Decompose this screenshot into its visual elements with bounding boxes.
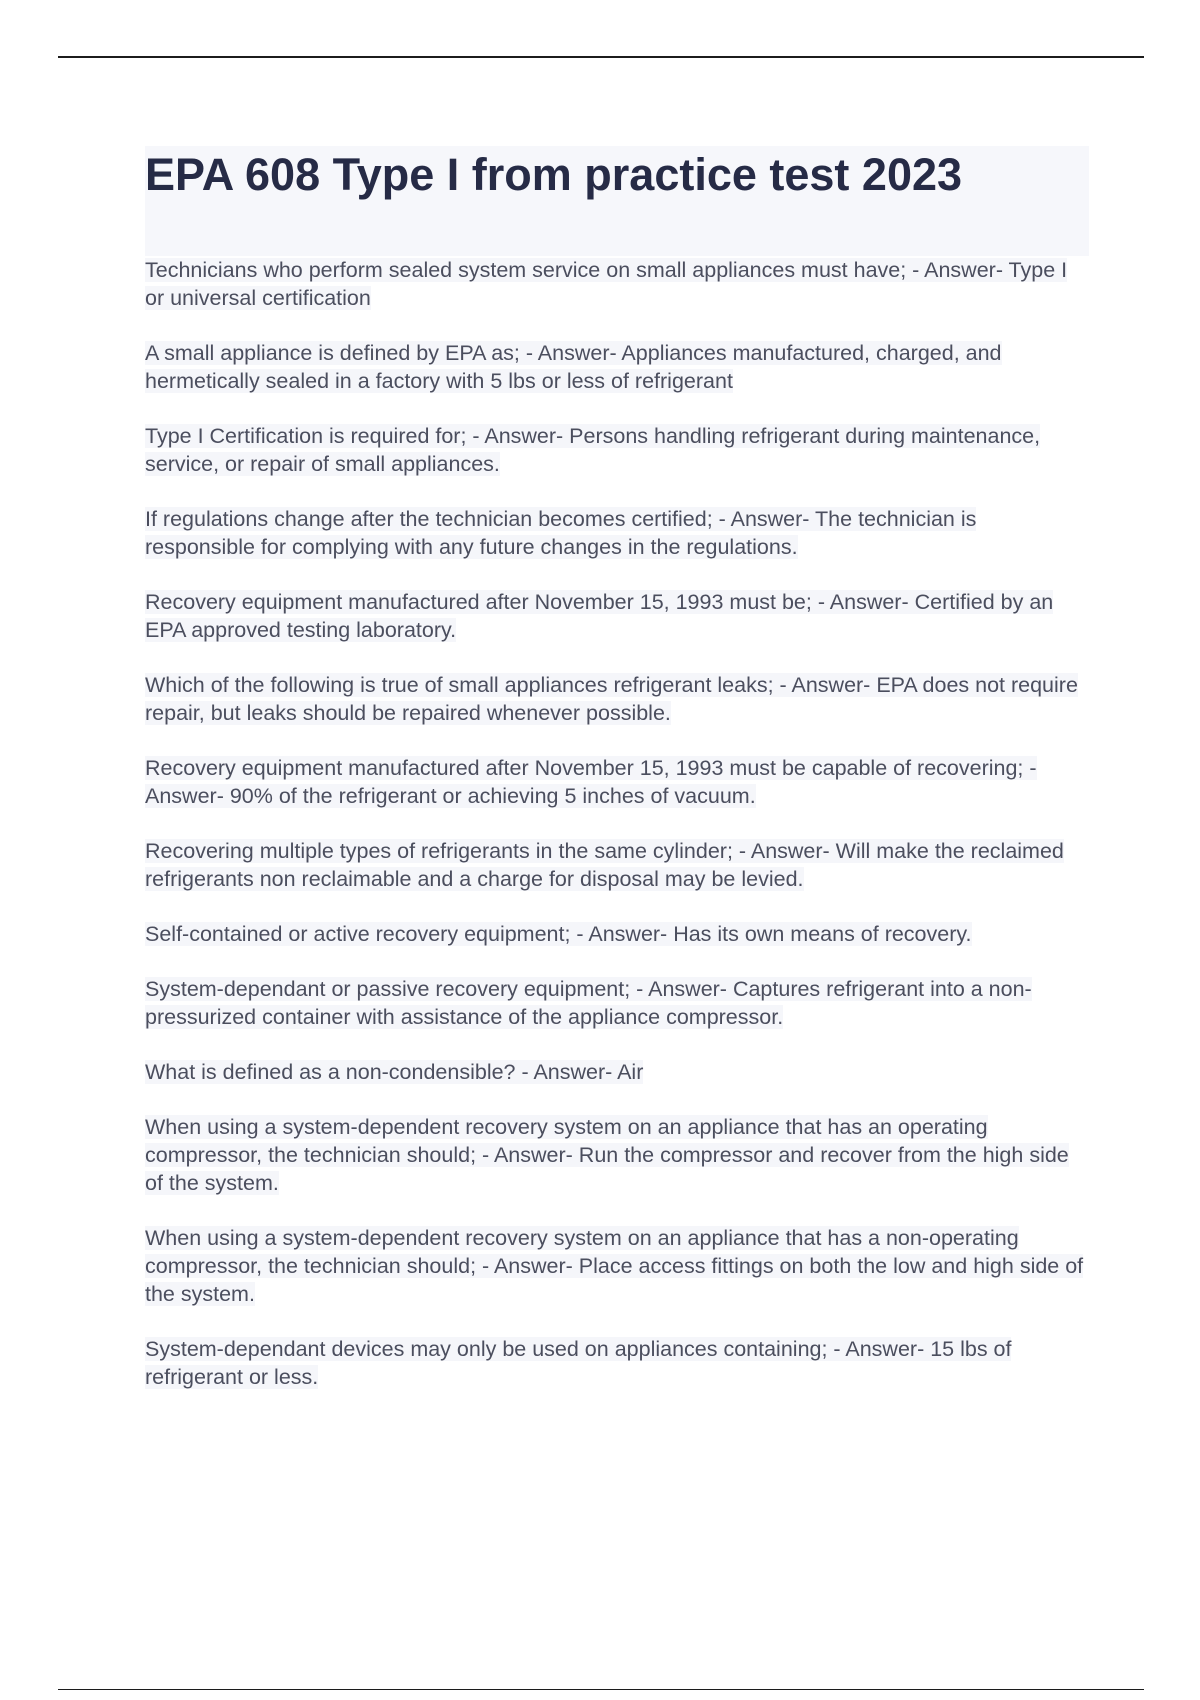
qa-item [145, 671, 1090, 727]
qa-item [145, 1224, 1090, 1308]
qa-item [145, 920, 1090, 948]
qa-item [145, 754, 1090, 810]
qa-text: Technicians who perform sealed system service on small appliances must have; - Answer- Type I or universal certification [145, 258, 1068, 310]
qa-text: Recovery equipment manufactured after November 15, 1993 must be capable of recovering; - Answer- 90% of the refrigerant or achieving 5 inches of vacuum. [145, 756, 1037, 808]
qa-item [145, 1058, 1090, 1086]
qa-text: Type I Certification is required for; - Answer- Persons handling refrigerant during maintenance, service, or repair of small appliances. [145, 424, 1041, 476]
qa-list [145, 256, 1090, 1418]
qa-item [145, 837, 1090, 893]
qa-item [145, 588, 1090, 644]
qa-item [145, 1113, 1090, 1197]
qa-text: What is defined as a non-condensible? - Answer- Air [145, 1060, 644, 1084]
qa-text: Self-contained or active recovery equipment; - Answer- Has its own means of recovery. [145, 922, 972, 946]
qa-item [145, 505, 1090, 561]
qa-text: A small appliance is defined by EPA as; - Answer- Appliances manufactured, charged, and hermetically sealed in a factory with 5 lbs or less of refrigerant [145, 341, 1002, 393]
header-rule [58, 56, 1144, 58]
qa-item [145, 422, 1090, 478]
qa-text: System-dependant devices may only be used on appliances containing; - Answer- 15 lbs of refrigerant or less. [145, 1337, 1012, 1389]
qa-item [145, 339, 1090, 395]
qa-item [145, 975, 1090, 1031]
page-title: EPA 608 Type I from practice test 2023 [145, 149, 963, 200]
qa-text: If regulations change after the technician becomes certified; - Answer- The technician is responsible for complying with any future changes in the regulations. [145, 507, 977, 559]
qa-text: Which of the following is true of small appliances refrigerant leaks; - Answer- EPA does not require repair, but leaks should be repaired whenever possible. [145, 673, 1078, 725]
qa-text: Recovery equipment manufactured after November 15, 1993 must be; - Answer- Certified by an EPA approved testing laboratory. [145, 590, 1054, 642]
qa-text: System-dependant or passive recovery equipment; - Answer- Captures refrigerant into a non-pressurized container with assistance of the appliance compressor. [145, 977, 1032, 1029]
footer-rule [58, 1689, 1144, 1690]
qa-text: When using a system-dependent recovery system on an appliance that has a non-operating compressor, the technician should; - Answer- Place access fittings on both the low and high side of the system. [145, 1226, 1084, 1306]
qa-item [145, 1335, 1090, 1391]
qa-text: Recovering multiple types of refrigerants in the same cylinder; - Answer- Will make the reclaimed refrigerants non reclaimable and a charge for disposal may be levied. [145, 839, 1064, 891]
qa-item [145, 256, 1090, 312]
qa-text: When using a system-dependent recovery system on an appliance that has an operating compressor, the technician should; - Answer- Run the compressor and recover from the high side of the system. [145, 1115, 1069, 1195]
